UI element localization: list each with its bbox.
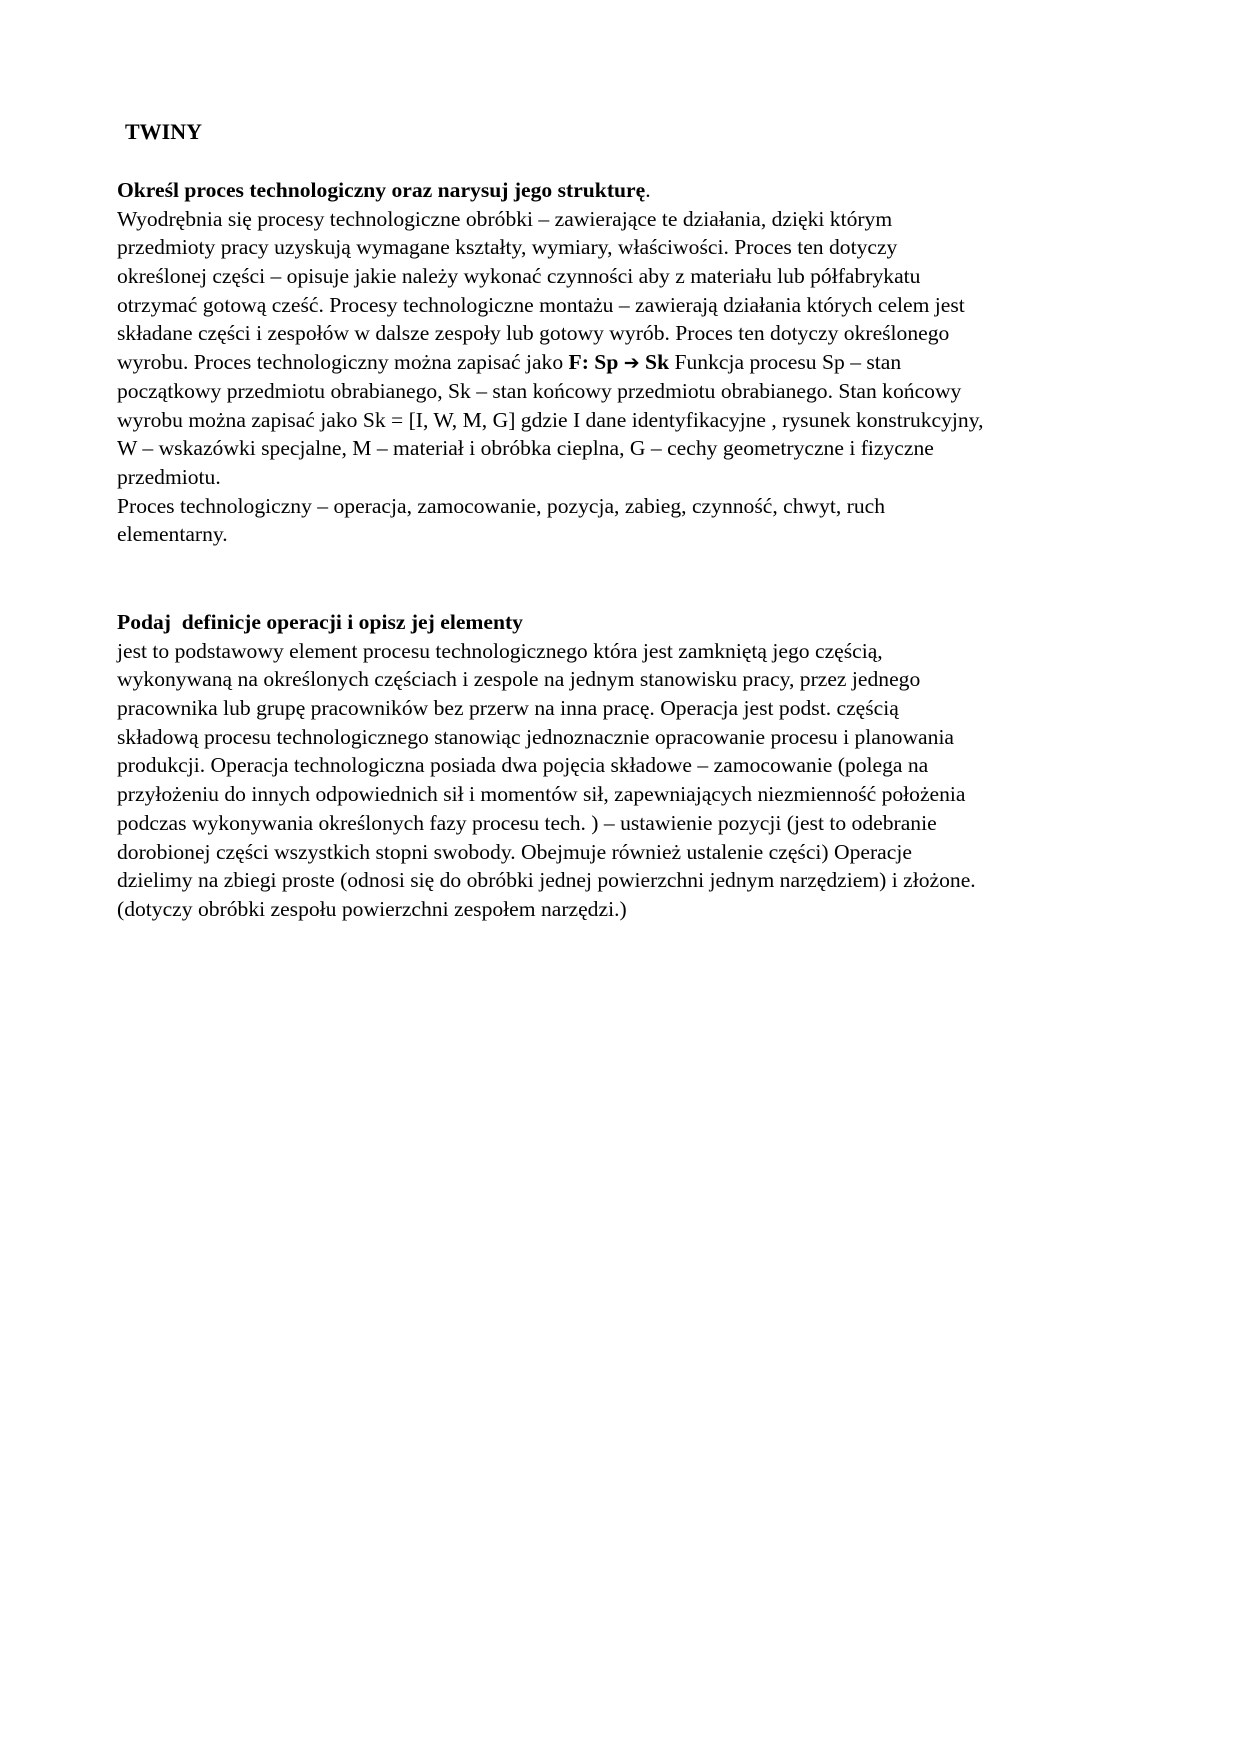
paragraph-line: elementarny. [117,522,228,547]
paragraph-line: W – wskazówki specjalne, M – materiał i obróbka cieplna, G – cechy geometryczne i fizyczne [117,436,934,461]
paragraph-line: wyrobu można zapisać jako Sk = [I, W, M, G] gdzie I dane identyfikacyjne , rysunek konstrukcyjny, [117,407,984,432]
paragraph-line: wykonywaną na określonych częściach i zespole na jednym stanowisku pracy, przez jednego [117,667,921,692]
paragraph-line: (dotyczy obróbki zespołu powierzchni zespołem narzędzi.) [117,896,627,921]
right-arrow-icon: ➔ [623,352,640,375]
formula-line [117,348,984,377]
paragraph-line: pracownika lub grupę pracowników bez przerw na inna pracę. Operacja jest podst. częścią [117,696,899,721]
paragraph-line: dzielimy na zbiegi proste (odnosi się do obróbki jednej powierzchni jednym narzędziem) i złożone. [117,868,976,893]
paragraph-line: podczas wykonywania określonych fazy procesu tech. ) – ustawienie pozycji (jest to odebranie [117,810,937,835]
section-operation-definition [117,608,976,924]
paragraph-line: Proces technologiczny – operacja, zamocowanie, pozycja, zabieg, czynność, chwyt, ruch [117,493,886,518]
paragraph-line: początkowy przedmiotu obrabianego, Sk – stan końcowy przedmiotu obrabianego. Stan końcowy [117,378,962,403]
formula-sk: Sk [639,350,670,375]
formula-f-sp: F: Sp [568,350,624,375]
paragraph-line: jest to podstawowy element procesu technologicznego która jest zamkniętą jego częścią, [117,638,883,663]
paragraph-line: otrzymać gotową cześć. Procesy technologiczne montażu – zawierają działania których celem jest [117,292,965,317]
paragraph-line: Wyodrębnia się procesy technologiczne obróbki – zawierające te działania, dzięki którym [117,206,893,231]
paragraph-line: przyłożeniu do innych odpowiednich sił i momentów sił, zapewniających niezmienność położenia [117,782,966,807]
paragraph-line: składane części i zespołów w dalsze zespoły lub gotowy wyrób. Proces ten dotyczy określonego [117,321,950,346]
paragraph-line: składową procesu technologicznego stanowiąc jednoznacznie opracowanie procesu i planowania [117,724,955,749]
document-page [117,118,1127,921]
paragraph-line: określonej części – opisuje jakie należy wykonać czynności aby z materiału lub półfabrykatu [117,264,921,289]
paragraph-line: produkcji. Operacja technologiczna posiada dwa pojęcia składowe – zamocowanie (polega na [117,753,929,778]
formula-suffix: Funkcja procesu Sp – stan [669,350,902,375]
paragraph-line: przedmiotu. [117,464,221,489]
section-heading: Podaj definicje operacji i opisz jej elementy [117,610,523,634]
section-heading [117,176,984,205]
paragraph-line: przedmioty pracy uzyskują wymagane kształty, wymiary, właściwości. Proces ten dotyczy [117,235,898,260]
heading-period: . [645,178,651,202]
paragraph-line: dorobionej części wszystkich stopni swobody. Obejmuje również ustalenie części) Operacje [117,839,912,864]
section-process-technology [117,176,984,549]
formula-prefix: wyrobu. Proces technologiczny można zapisać jako [117,350,569,375]
section-heading-text: Określ proces technologiczny oraz narysuj jego strukturę [117,178,646,202]
document-title: TWINY [125,119,203,144]
